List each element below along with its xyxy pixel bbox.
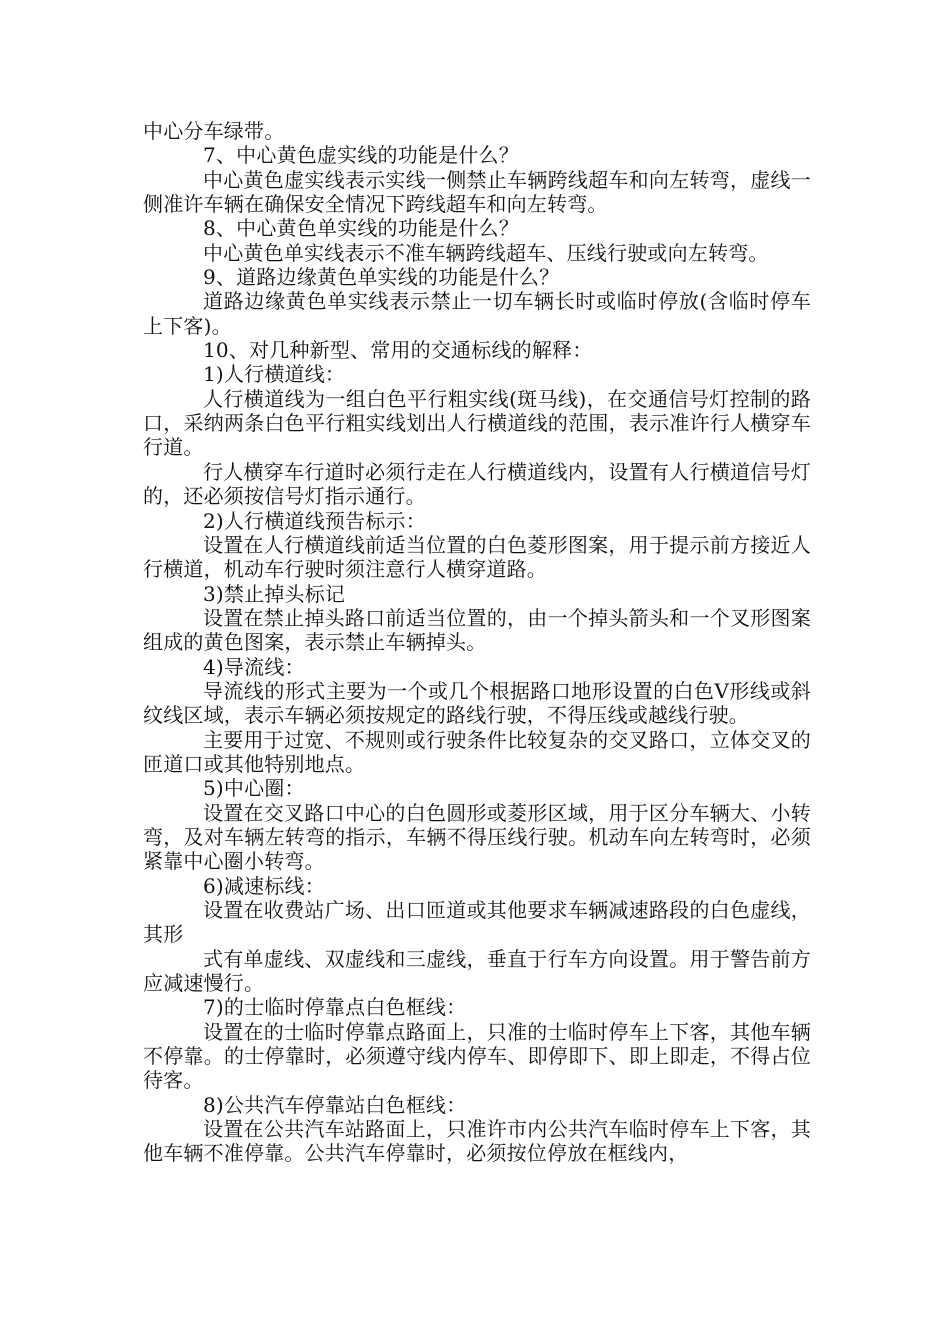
subsection-heading: 3)禁止掉头标记 [203, 581, 346, 606]
paragraph: 导流线的形式主要为一个或几个根据路口地形设置的白色V形线或斜纹线区域，表示车辆必须按规定的路线行驶，不得压线或越线行驶。 [143, 678, 811, 728]
paragraph: 中心分车绿带。 [143, 119, 285, 143]
question-heading: 9、道路边缘黄色单实线的功能是什么？ [203, 265, 560, 290]
paragraph: 中心黄色虚实线表示实线一侧禁止车辆跨线超车和向左转弯，虚线一侧准许车辆在确保安全情况下跨线超车和向左转弯。 [143, 167, 811, 217]
paragraph: 设置在收费站广场、出口匝道或其他要求车辆减速路段的白色虚线，其形 [143, 898, 811, 947]
subsection-heading: 4)导流线： [203, 654, 305, 679]
paragraph: 式有单虚线、双虚线和三虚线，垂直于行车方向设置。用于警告前方应减速慢行。 [143, 946, 811, 996]
paragraph: 人行横道线为一组白色平行粗实线(斑马线)，在交通信号灯控制的路口，采纳两条白色平行粗实线划出人行横道线的范围，表示准许行人横穿车行道。 [143, 386, 811, 460]
paragraph: 道路边缘黄色单实线表示禁止一切车辆长时或临时停放(含临时停车上下客)。 [143, 289, 811, 338]
subsection-heading: 1)人行横道线： [203, 362, 346, 387]
paragraph: 行人横穿车行道时必须行走在人行横道线内，设置有人行横道信号灯的，还必须按信号灯指示通行。 [143, 459, 811, 509]
question-heading: 7、中心黄色虚实线的功能是什么？ [203, 143, 519, 168]
paragraph: 设置在人行横道线前适当位置的白色菱形图案，用于提示前方接近人行横道，机动车行驶时须注意行人横穿道路。 [143, 532, 811, 582]
subsection-heading: 7)的士临时停靠点白色框线： [203, 995, 467, 1020]
paragraph: 主要用于过宽、不规则或行驶条件比较复杂的交叉路口，立体交叉的匝道口或其他特别地点。 [143, 727, 811, 776]
paragraph: 设置在交叉路口中心的白色圆形或菱形区域，用于区分车辆大、小转弯，及对车辆左转弯的指示，车辆不得压线行驶。机动车向左转弯时，必须紧靠中心圈小转弯。 [143, 800, 811, 874]
subsection-heading: 5)中心圈： [203, 776, 305, 801]
paragraph: 中心黄色单实线表示不准车辆跨线超车、压线行驶或向左转弯。 [203, 240, 769, 265]
paragraph: 设置在的士临时停靠点路面上，只准的士临时停车上下客，其他车辆不停靠。的士停靠时，必须遵守线内停车、即停即下、即上即走，不得占位待客。 [143, 1019, 811, 1093]
subsection-heading: 2)人行横道线预告标示： [203, 508, 426, 533]
question-heading: 10、对几种新型、常用的交通标线的解释： [203, 338, 593, 363]
paragraph: 设置在禁止掉头路口前适当位置的，由一个掉头箭头和一个叉形图案组成的黄色图案，表示禁止车辆掉头。 [143, 605, 811, 655]
subsection-heading: 6)减速标线： [203, 873, 325, 898]
paragraph: 设置在公共汽车站路面上，只准许市内公共汽车临时停车上下客，其他车辆不准停靠。公共汽车停靠时，必须按位停放在框线内， [143, 1117, 811, 1166]
subsection-heading: 8)公共汽车停靠站白色框线： [203, 1092, 467, 1117]
question-heading: 8、中心黄色单实线的功能是什么？ [203, 216, 519, 241]
document-body [143, 119, 811, 1166]
